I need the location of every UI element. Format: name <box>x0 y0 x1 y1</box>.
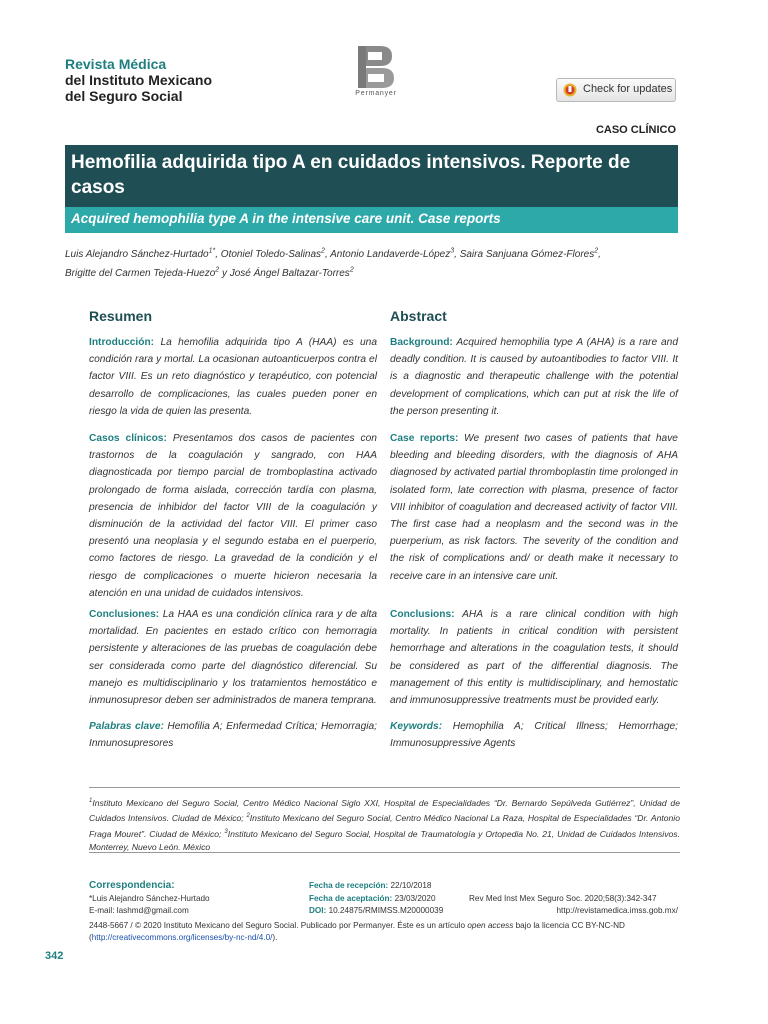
check-for-updates-button[interactable] <box>556 78 676 102</box>
subtitle-banner <box>65 207 678 233</box>
author: Saira Sanjuana Gómez-Flores$^2$, <box>459 248 601 261</box>
article-subtitle: Acquired hemophilia type A in the intensive care unit. Case reports <box>71 211 501 226</box>
correspondence-name: *Luis Alejandro Sánchez-Hurtado <box>89 894 210 903</box>
resumen-casos-clinicos: Casos clínicos: Presentamos dos casos de pacientes con trastornos de la coagulación y sangrado, con HAA diagnosticada por tiempo parcial de tromboplastina activado prolongado de forma aislada, corrección tardía con plasma, presencia de inhibidor del factor VIII de la coagulación y disminución de la actividad del factor VIII. El primer caso presentó una neoplasia y el segundo estaba en el puerperio, como factores de riesgo. La gravedad de la condición y el riesgo de complicaciones o muerte hicieron necesaria la atención en una unidad de cuidados intensivos. <box>89 433 377 599</box>
journal-name-line2: del Instituto Mexicano <box>65 72 213 88</box>
affiliations: $^1$Instituto Mexicano del Seguro Social, Centro Médico Nacional Siglo XXI, Hospital de Especialidades “Dr. Bernardo Sepúlveda Gutiérrez”, Unidad de Cuidados Intensivos. Ciudad de México; $^2$Instituto Mexicano del Seguro Social, Centro Médico Nacional La Raza, Hospital de Especialidades “Dr. Antonio Fraga Mouret”. Ciudad de México; $^3$Instituto Mexicano del Seguro Social, Hospital de Traumatología y Ortopedia No. 21, Unidad de Cuidados Intensivos. Monterrey, Nuevo León. México <box>89 797 680 853</box>
title-banner <box>65 145 678 207</box>
resumen-palabras-clave: Palabras clave: Hemofilia A; Enfermedad Crítica; Hemorragia; Inmunosupresores <box>89 721 377 750</box>
abstract-keywords: Keywords: Hemophilia A; Critical Illness; Hemorrhage; Immunosuppressive Agents <box>390 721 678 750</box>
permanyer-logo-icon <box>354 44 398 90</box>
received-date: Fecha de recepción: 22/10/2018 <box>309 881 432 890</box>
author: Luis Alejandro Sánchez-Hurtado$^{1*}$, <box>65 248 221 261</box>
author: Otoniel Toledo-Salinas$^2$, <box>220 248 331 261</box>
doi: DOI: 10.24875/RMIMSS.M20000039 <box>309 906 444 915</box>
abstract-case-reports: Case reports: We present two cases of patients that have bleeding and bleeding disorders, with the diagnosis of AHA diagnosed by activated partial thromboplastin time prolonged in isolated form, late correction with plasma, presence of factor VIII inhibitor of coagulation and decreased activity of factor VIII. The first case had a neoplasm and the second was in the puerperium, as risk factors. The severity of the condition and the risk of complications and/ or death make it necessary to receive care in an intensive care unit. <box>390 433 678 582</box>
publisher-name: Permanyer <box>355 90 397 97</box>
correspondence-heading: Correspondencia: <box>89 880 175 891</box>
license-line: 2448-5667 / © 2020 Instituto Mexicano del Seguro Social. Publicado por Permanyer. Éste es un artículo open access bajo la licencia CC BY-NC-ND <box>89 921 625 930</box>
journal-name-line3: del Seguro Social <box>65 88 183 104</box>
resumen-heading: Resumen <box>89 308 153 324</box>
author: Antonio Landaverde-López$^3$, <box>330 248 460 261</box>
license-link-line: (http://creativecommons.org/licenses/by-nc-nd/4.0/). <box>89 933 278 942</box>
abstract-conclusions: Conclusions: AHA is a rare clinical condition with high mortality. In patients in critical condition with persistent hemorrhage and alterations in the coagulation tests, it should be considered as part of the differential diagnosis. The management of this entity is multidisciplinary, and hemostatic and immunosuppressive treatments must be provided early. <box>390 609 678 707</box>
divider <box>89 852 680 853</box>
article-title: Hemofilia adquirida tipo A en cuidados intensivos. Reporte de casos <box>71 152 631 198</box>
page-number: 342 <box>45 950 64 962</box>
author: Brigitte del Carmen Tejeda-Huezo$^2$ y <box>65 266 230 279</box>
journal-website-link[interactable]: http://revistamedica.imss.gob.mx/ <box>556 906 678 915</box>
abstract-heading: Abstract <box>390 308 447 324</box>
check-updates-label: Check for updates <box>583 83 673 95</box>
correspondence-email: E-mail: lashmd@gmail.com <box>89 906 189 915</box>
author: José Ángel Baltazar-Torres$^2$ <box>229 266 354 279</box>
accepted-date: Fecha de aceptación: 23/03/2020 <box>309 894 436 903</box>
resumen-conclusiones: Conclusiones: La HAA es una condición clínica rara y de alta mortalidad. En pacientes en estado crítico con hemorragia persistente y alteraciones de las pruebas de coagulación debe ser considerada como parte del diagnóstico diferencial. Su manejo es multidisciplinario y los tratamientos hemostático e inmunosupresor deben ser administrados de manera temprana. <box>89 609 377 707</box>
divider <box>89 787 680 788</box>
section-label: CASO CLÍNICO <box>595 124 676 136</box>
resumen-introduccion: Introducción: La hemofilia adquirida tipo A (HAA) es una condición rara y mortal. La ocasionan autoanticuerpos contra el factor VIII. Es un reto diagnóstico y terapéutico, con potencial desarrollo de complicaciones, las cuales pueden poner en riesgo la vida de quien las presenta. <box>89 337 377 417</box>
abstract-background: Background: Acquired hemophilia type A (AHA) is a rare and deadly condition. It is caused by autoantibodies to factor VIII. It is a diagnostic and therapeutic challenge with the potential development of complications, which can put at risk the life of the person presenting it. <box>390 337 678 417</box>
journal-name-line1: Revista Médica <box>65 56 167 72</box>
license-link[interactable]: http://creativecommons.org/licenses/by-nc-nd/4.0/ <box>91 933 273 942</box>
author-list <box>65 244 678 281</box>
check-updates-icon <box>563 83 577 97</box>
citation: Rev Med Inst Mex Seguro Soc. 2020;58(3):342-347 <box>469 894 657 903</box>
